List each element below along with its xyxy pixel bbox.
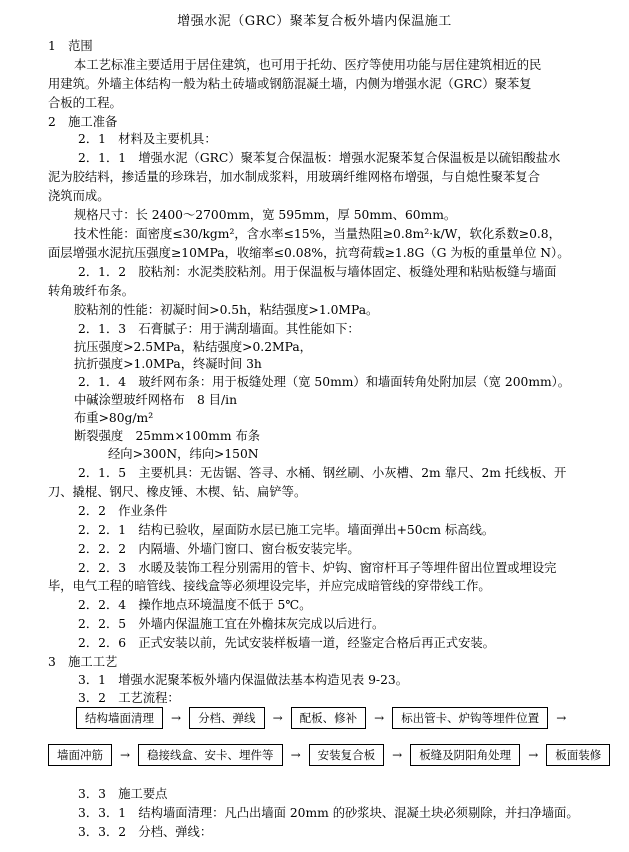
paragraph-line: 2．1．3 石膏腻子：用于满刮墙面。其性能如下： — [78, 322, 360, 336]
paragraph-line: 泥为胶结料，掺适量的珍珠岩，加水制成浆料，用玻璃纤维网格布增强，与自熄性聚苯复合 — [48, 170, 540, 184]
arrow-right-icon: → — [120, 748, 131, 762]
section-3-heading: 3 施工工艺 — [48, 655, 118, 669]
paragraph-line: 3．3．1 结构墙面清理：凡凸出墙面 20mm 的砂浆块、混凝土块必须剔除，并扫净墙面。 — [78, 806, 579, 820]
subsection-heading: 2．1 材料及主要机具： — [78, 132, 217, 146]
arrow-right-icon: → — [392, 748, 403, 762]
paragraph-line: 2．1．5 主要机具：无齿锯、答寻、水桶、钢丝刷、小灰槽、2m 靠尺、2m 托线板、开 — [78, 466, 567, 480]
paragraph-line: 3．3．2 分档、弹线： — [78, 825, 213, 839]
paragraph-line: 规格尺寸：长 2400～2700mm，宽 595mm，厚 50mm、60mm。 — [74, 208, 457, 222]
paragraph-line: 用建筑。外墙主体结构一般为粘土砖墙或钢筋混凝土墙，内侧为增强水泥（GRC）聚苯复 — [48, 77, 532, 91]
arrow-right-icon: → — [556, 711, 567, 725]
paragraph-line: 2．2．3 水暖及装饰工程分别需用的管卡、炉钩、窗帘杆耳子等埋件留出位置或埋设完 — [78, 561, 557, 575]
arrow-right-icon: → — [171, 711, 182, 725]
paragraph-line: 抗折强度>1.0MPa，终凝时间 3h — [74, 357, 262, 371]
flow-step: 板面装修 — [546, 744, 610, 766]
paragraph-line: 技术性能：面密度≤30/kgm²，含水率≤15%，当量热阻≥0.8m²·k/W，软化系数≥0.8， — [74, 227, 561, 241]
paragraph-line: 转角玻纤布条。 — [48, 284, 135, 298]
subsection-heading: 2．2 作业条件 — [78, 504, 168, 518]
paragraph-line: 本工艺标准主要适用于居住建筑，也可用于托幼、医疗等使用功能与居住建筑相近的民 — [74, 58, 542, 72]
flow-step: 结构墙面清理 — [76, 707, 163, 729]
flow-step: 稳接线盒、安卡、埋件等 — [138, 744, 283, 766]
arrow-right-icon: → — [272, 711, 283, 725]
paragraph-line: 2．1．2 胶粘剂：水泥类胶粘剂。用于保温板与墙体固定、板缝处理和粘贴板缝与墙面 — [78, 265, 557, 279]
paragraph-line: 合板的工程。 — [48, 96, 122, 110]
section-2-heading: 2 施工准备 — [48, 115, 118, 129]
paragraph-line: 2．1．1 增强水泥（GRC）聚苯复合保温板：增强水泥聚苯复合保温板是以硫铝酸盐水 — [78, 151, 561, 165]
paragraph-line: 经向>300N，纬向>150N — [108, 447, 259, 461]
paragraph-line: 断裂强度 25mm×100mm 布条 — [74, 429, 261, 443]
process-flow-row-1 — [76, 707, 574, 729]
process-flow-row-2 — [48, 744, 610, 766]
paragraph-line: 2．2．6 正式安装以前，先试安装样板墙一道，经鉴定合格后再正式安装。 — [78, 636, 495, 650]
paragraph-line: 2．2．4 操作地点环境温度不低于 5℃。 — [78, 598, 312, 612]
arrow-right-icon: → — [528, 748, 539, 762]
paragraph-line: 2．2．2 内隔墙、外墙门窗口、窗台板安装完毕。 — [78, 542, 360, 556]
flow-step: 墙面冲筋 — [48, 744, 112, 766]
flow-step: 安装复合板 — [309, 744, 385, 766]
flow-step: 分档、弹线 — [189, 707, 265, 729]
paragraph-line: 中碱涂塑玻纤网格布 8 目/in — [74, 393, 237, 407]
paragraph-line: 抗压强度>2.5MPa，粘结强度>0.2MPa， — [74, 340, 312, 354]
flow-step: 配板、修补 — [291, 707, 367, 729]
subsection-heading: 3．3 施工要点 — [78, 787, 168, 801]
flow-step: 标出管卡、炉钩等埋件位置 — [392, 707, 548, 729]
paragraph-line: 3．1 增强水泥聚苯板外墙内保温做法基本构造见表 9-23。 — [78, 673, 409, 687]
paragraph-line: 胶粘剂的性能：初凝时间>0.5h，粘结强度>1.0MPa。 — [74, 303, 379, 317]
arrow-right-icon: → — [374, 711, 385, 725]
section-1-heading: 1 范围 — [48, 39, 93, 53]
paragraph-line: 2．1．4 玻纤网布条：用于板缝处理（宽 50mm）和墙面转角处附加层（宽 200mm）。 — [78, 375, 571, 389]
paragraph-line: 浇筑而成。 — [48, 189, 110, 203]
arrow-right-icon: → — [290, 748, 301, 762]
paragraph-line: 毕，电气工程的暗管线、接线盒等必须埋设完毕，并应完成暗管线的穿带线工作。 — [48, 579, 491, 593]
flow-step: 板缝及阴阳角处理 — [410, 744, 520, 766]
doc-title: 增强水泥（GRC）聚苯复合板外墙内保温施工 — [177, 14, 452, 29]
paragraph-line: 2．2．5 外墙内保温施工宜在外檐抹灰完成以后进行。 — [78, 617, 385, 631]
paragraph-line: 面层增强水泥抗压强度≥10MPa，收缩率≤0.08%，抗弯荷载≥1.8G（G 为板的重量单位 N）。 — [48, 246, 570, 260]
paragraph-line: 刀、撬棍、钢尺、橡皮锤、木楔、钻、扁铲等。 — [48, 485, 307, 499]
paragraph-line: 2．2．1 结构已验收，屋面防水层已施工完毕。墙面弹出+50cm 标高线。 — [78, 523, 495, 537]
subsection-heading: 3．2 工艺流程： — [78, 691, 180, 705]
paragraph-line: 布重>80g/m² — [74, 411, 154, 425]
